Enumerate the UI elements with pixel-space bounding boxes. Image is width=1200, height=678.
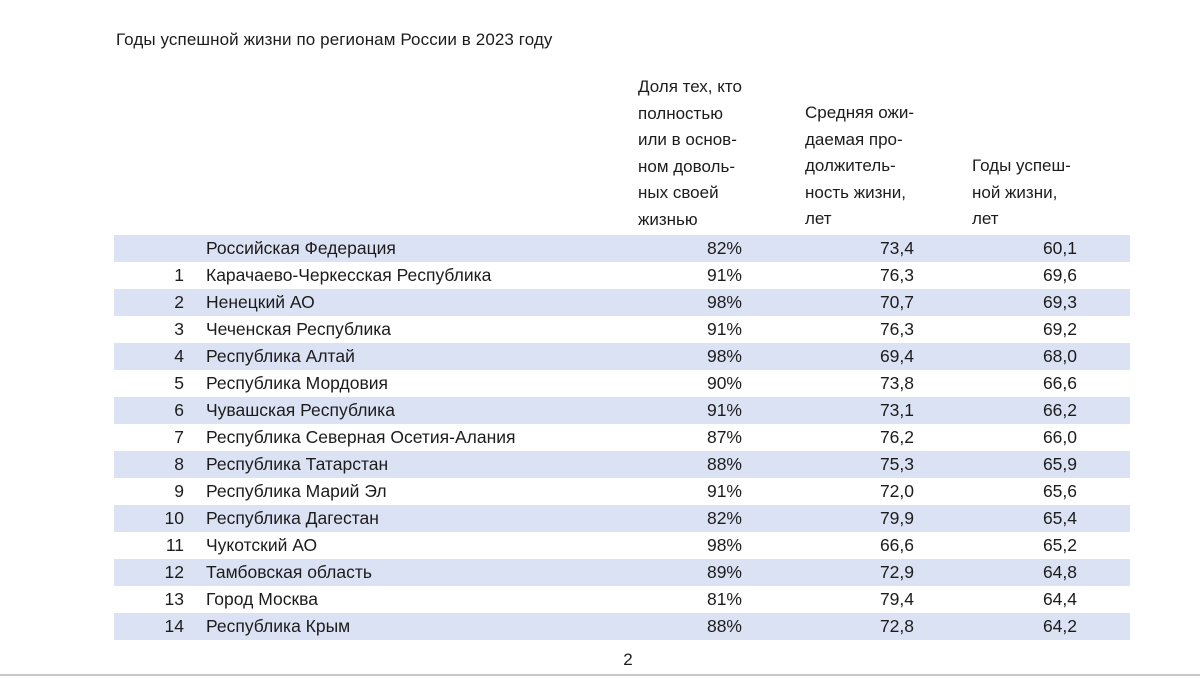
- rank-cell: 13: [164, 589, 184, 609]
- happy-years-cell: 66,2: [1042, 400, 1077, 420]
- rank-cell: 11: [165, 535, 184, 555]
- life-expectancy-cell: 70,7: [879, 292, 914, 312]
- happy-years-cell: 69,3: [1042, 292, 1077, 312]
- column-header-satisfaction: Доля тех, кто полностью или в основ- ном доволь- ных своей жизнью: [638, 77, 742, 229]
- column-header-happy-years: Годы успеш- ной жизни, лет: [972, 156, 1071, 228]
- rank-cell: 5: [174, 373, 184, 393]
- rank-cell: 1: [174, 265, 184, 285]
- bottom-divider: [0, 674, 1200, 676]
- rank-cell: 8: [174, 454, 184, 474]
- life-expectancy-cell: 73,1: [879, 400, 914, 420]
- region-cell: Республика Дагестан: [206, 508, 379, 528]
- satisfaction-cell: 91%: [706, 319, 742, 339]
- satisfaction-cell: 98%: [706, 346, 742, 366]
- table-row: [114, 586, 1130, 613]
- rank-cell: 6: [174, 400, 184, 420]
- happy-years-cell: 68,0: [1042, 346, 1077, 366]
- happy-years-cell: 64,4: [1042, 589, 1077, 609]
- rank-cell: 4: [174, 346, 184, 366]
- data-table: [114, 235, 1130, 640]
- table-row: [114, 370, 1130, 397]
- region-cell: Республика Мордовия: [206, 373, 388, 393]
- rank-cell: 7: [174, 427, 184, 447]
- region-cell: Чувашская Республика: [206, 400, 395, 420]
- satisfaction-cell: 81%: [706, 589, 742, 609]
- table-row: [114, 559, 1130, 586]
- happy-years-cell: 65,9: [1042, 454, 1077, 474]
- region-cell: Республика Алтай: [206, 346, 355, 366]
- region-cell: Республика Марий Эл: [206, 481, 387, 501]
- table-row: [114, 397, 1130, 424]
- table-row: [114, 505, 1130, 532]
- table-row: [114, 451, 1130, 478]
- rank-cell: 9: [174, 481, 184, 501]
- life-expectancy-cell: 79,9: [879, 508, 914, 528]
- region-cell: Республика Крым: [206, 616, 351, 636]
- satisfaction-cell: 89%: [706, 562, 742, 582]
- region-cell: Тамбовская область: [206, 562, 372, 582]
- happy-years-cell: 66,0: [1042, 427, 1077, 447]
- life-expectancy-cell: 79,4: [879, 589, 914, 609]
- page-number: 2: [623, 650, 633, 669]
- rank-cell: 10: [164, 508, 184, 528]
- life-expectancy-cell: 72,0: [879, 481, 914, 501]
- happy-years-cell: 69,2: [1042, 319, 1077, 339]
- rank-cell: 3: [174, 319, 184, 339]
- satisfaction-cell: 98%: [706, 292, 742, 312]
- table-title: Годы успешной жизни по регионам России в 2023 году: [116, 30, 553, 49]
- column-header-life-expectancy: Средняя ожи- даемая про- должитель- ность жизни, лет: [805, 103, 915, 228]
- happy-years-cell: 65,2: [1042, 535, 1077, 555]
- satisfaction-cell: 91%: [706, 481, 742, 501]
- life-expectancy-cell: 73,4: [879, 238, 914, 258]
- table-row: [114, 262, 1130, 289]
- satisfaction-cell: 88%: [706, 454, 742, 474]
- life-expectancy-cell: 76,2: [879, 427, 914, 447]
- life-expectancy-cell: 69,4: [879, 346, 914, 366]
- region-cell: Чукотский АО: [206, 535, 318, 555]
- life-expectancy-cell: 72,9: [879, 562, 914, 582]
- region-cell: Ненецкий АО: [206, 292, 315, 312]
- table-row-total: [114, 235, 1130, 262]
- happy-years-cell: 66,6: [1042, 373, 1077, 393]
- region-cell: Республика Северная Осетия-Алания: [206, 427, 516, 447]
- table-row: [114, 478, 1130, 505]
- satisfaction-cell: 91%: [706, 265, 742, 285]
- rank-cell: 12: [164, 562, 184, 582]
- rank-cell: 2: [174, 292, 184, 312]
- rank-cell: 14: [164, 616, 184, 636]
- table-row: [114, 532, 1130, 559]
- life-expectancy-cell: 75,3: [879, 454, 914, 474]
- table-row: [114, 316, 1130, 343]
- satisfaction-cell: 82%: [706, 238, 742, 258]
- region-cell: Республика Татарстан: [206, 454, 389, 474]
- satisfaction-cell: 91%: [706, 400, 742, 420]
- table-row: [114, 613, 1130, 640]
- table-row: [114, 343, 1130, 370]
- life-expectancy-cell: 72,8: [879, 616, 914, 636]
- happy-years-cell: 65,6: [1042, 481, 1077, 501]
- happy-years-cell: 69,6: [1042, 265, 1077, 285]
- satisfaction-cell: 90%: [706, 373, 742, 393]
- satisfaction-cell: 88%: [706, 616, 742, 636]
- happy-years-cell: 64,2: [1042, 616, 1077, 636]
- region-cell: Город Москва: [206, 589, 318, 609]
- region-cell: Российская Федерация: [206, 238, 396, 258]
- life-expectancy-cell: 76,3: [879, 265, 914, 285]
- region-cell: Чеченская Республика: [206, 319, 391, 339]
- table-row: [114, 289, 1130, 316]
- satisfaction-cell: 82%: [706, 508, 742, 528]
- life-expectancy-cell: 73,8: [879, 373, 914, 393]
- satisfaction-cell: 87%: [706, 427, 742, 447]
- satisfaction-cell: 98%: [706, 535, 742, 555]
- table-row: [114, 424, 1130, 451]
- life-expectancy-cell: 66,6: [879, 535, 914, 555]
- happy-years-cell: 60,1: [1042, 238, 1077, 258]
- happy-years-cell: 65,4: [1042, 508, 1077, 528]
- happy-years-cell: 64,8: [1042, 562, 1077, 582]
- life-expectancy-cell: 76,3: [879, 319, 914, 339]
- region-cell: Карачаево-Черкесская Республика: [206, 265, 492, 285]
